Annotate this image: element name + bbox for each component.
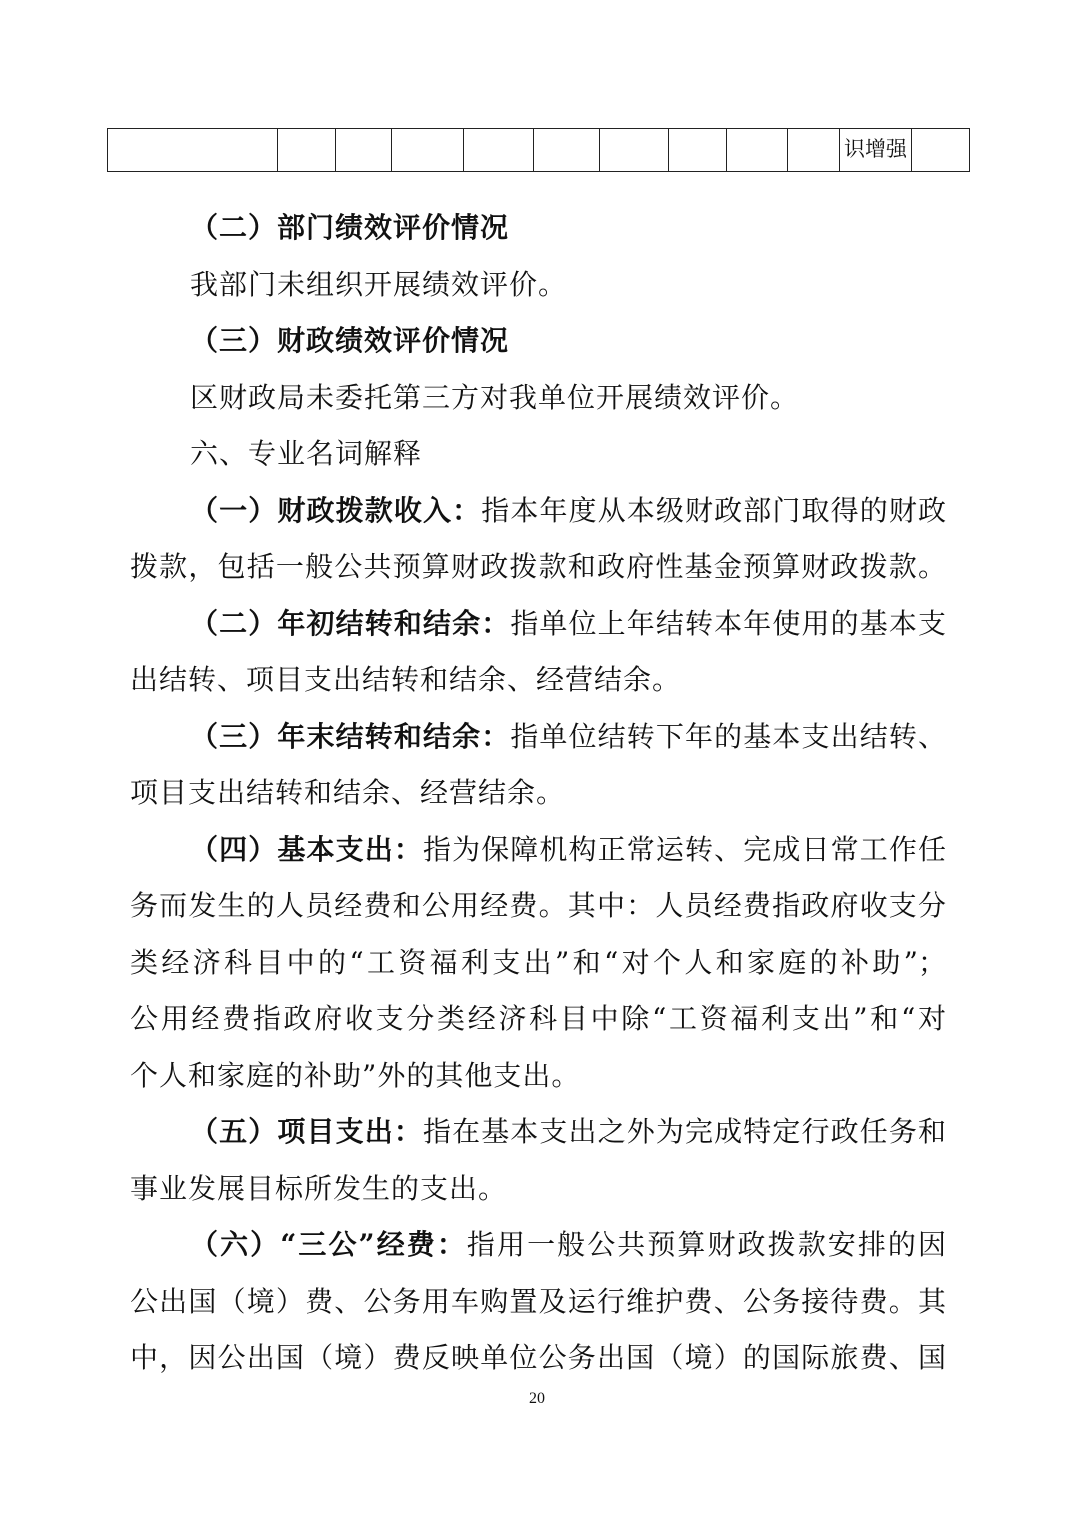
table-row (108, 129, 970, 172)
term-label: （一）财政拨款收入： (190, 493, 482, 527)
table-cell (464, 129, 534, 172)
table-cell (392, 129, 464, 172)
document-body (130, 200, 946, 1387)
term-label: （六）“三公”经费： (190, 1228, 467, 1261)
section-heading-finance-evaluation: （三）财政绩效评价情况 (190, 324, 510, 357)
table-cell (600, 129, 669, 172)
term-label: （二）年初结转和结余： (190, 606, 511, 640)
table-cell (727, 129, 788, 172)
term-line: （六）“三公”经费：指用一般公共预算财政拨款安排的因 (190, 1228, 946, 1261)
term-line: 个人和家庭的补助”外的其他支出。 (130, 1058, 581, 1092)
section-heading-glossary: 六、专业名词解释 (190, 437, 423, 470)
term-label: （五）项目支出： (190, 1115, 423, 1148)
section-heading-dept-evaluation: （二）部门绩效评价情况 (190, 211, 510, 244)
table-cell-text: 识增强 (840, 129, 912, 172)
term-line: 事业发展目标所发生的支出。 (130, 1171, 508, 1205)
term-line: （一）财政拨款收入：指本年度从本级财政部门取得的财政 (190, 493, 946, 527)
term-line: （二）年初结转和结余：指单位上年结转本年使用的基本支 (190, 606, 946, 640)
term-line: 公出国（境）费、公务用车购置及运行维护费、公务接待费。其 (130, 1284, 946, 1318)
term-line: （五）项目支出：指在基本支出之外为完成特定行政任务和 (190, 1115, 946, 1148)
page-number: 20 (529, 1390, 545, 1407)
table-cell (534, 129, 600, 172)
table-cell (788, 129, 840, 172)
term-line: （四）基本支出：指为保障机构正常运转、完成日常工作任 (190, 832, 946, 866)
term-label: （三）年末结转和结余： (190, 719, 511, 753)
term-line: 项目支出结转和结余、经营结余。 (130, 776, 566, 809)
term-line: 公用经费指政府收支分类经济科目中除“工资福利支出”和“对 (130, 1002, 946, 1035)
table-cell (108, 129, 278, 172)
term-line: 务而发生的人员经费和公用经费。其中：人员经费指政府收支分 (130, 889, 946, 922)
term-line: 拨款，包括一般公共预算财政拨款和政府性基金预算财政拨款。 (130, 550, 946, 583)
term-label: （四）基本支出： (190, 832, 423, 866)
table-cell (669, 129, 727, 172)
term-line: 类经济科目中的“工资福利支出”和“对个人和家庭的补助”； (130, 945, 946, 979)
term-line: 出结转、项目支出结转和结余、经营结余。 (130, 663, 682, 696)
term-line: 中，因公出国（境）费反映单位公务出国（境）的国际旅费、国 (130, 1341, 946, 1374)
paragraph-finance-evaluation: 区财政局未委托第三方对我单位开展绩效评价。 (190, 380, 800, 414)
performance-table-fragment (107, 128, 970, 172)
paragraph-dept-evaluation: 我部门未组织开展绩效评价。 (190, 267, 568, 301)
table-cell (278, 129, 336, 172)
table-cell (336, 129, 392, 172)
table-cell (912, 129, 970, 172)
term-line: （三）年末结转和结余：指单位结转下年的基本支出结转、 (190, 719, 946, 753)
